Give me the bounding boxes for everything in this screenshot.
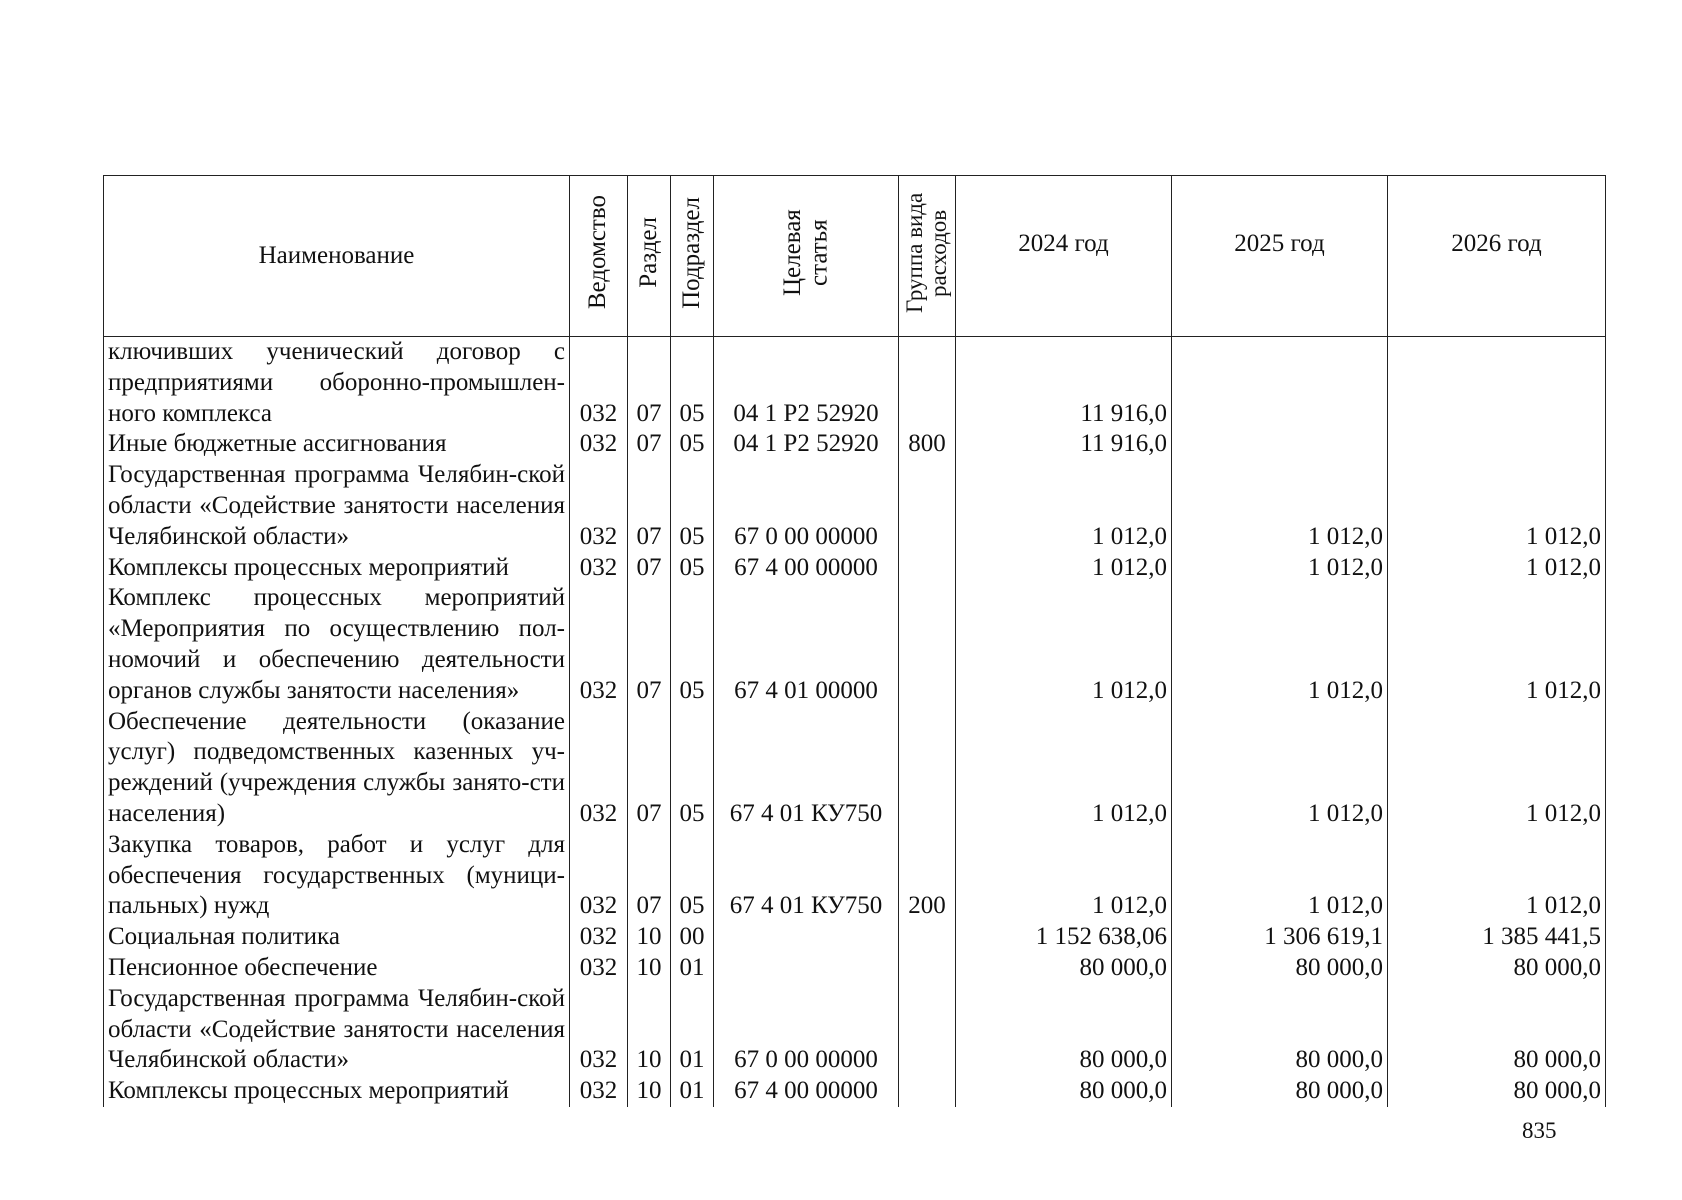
cell-2024: 80 000,0 xyxy=(956,1076,1172,1107)
cell-podrazdel: 05 xyxy=(671,337,714,430)
cell-2024: 1 012,0 xyxy=(956,707,1172,830)
cell-celevaya-statya: 04 1 Р2 52920 xyxy=(714,429,899,460)
header-vedomstvo: Ведомство xyxy=(570,176,628,337)
cell-gruppa-vida-rashodov xyxy=(899,1076,956,1107)
cell-name: Социальная политика xyxy=(104,922,570,953)
cell-celevaya-statya: 67 4 01 КУ750 xyxy=(714,830,899,922)
cell-podrazdel: 01 xyxy=(671,1076,714,1107)
cell-celevaya-statya: 67 0 00 00000 xyxy=(714,460,899,552)
cell-vedomstvo: 032 xyxy=(570,429,628,460)
cell-vedomstvo: 032 xyxy=(570,984,628,1076)
table-row xyxy=(104,922,1606,953)
header-celevaya-statya: Целевая статья xyxy=(714,176,899,337)
cell-name: Обеспечение деятельности (оказание услуг) подведомственных казенных уч-реждений (учреждения службы занято-сти населения) xyxy=(104,707,570,830)
page-number: 835 xyxy=(1522,1118,1557,1143)
cell-2026: 1 012,0 xyxy=(1388,583,1606,706)
table-row xyxy=(104,337,1606,430)
cell-celevaya-statya: 04 1 Р2 52920 xyxy=(714,337,899,430)
cell-2025: 1 012,0 xyxy=(1172,583,1388,706)
cell-2025 xyxy=(1172,337,1388,430)
cell-podrazdel: 05 xyxy=(671,830,714,922)
cell-vedomstvo: 032 xyxy=(570,707,628,830)
cell-podrazdel: 05 xyxy=(671,429,714,460)
table-row xyxy=(104,953,1606,984)
cell-gruppa-vida-rashodov xyxy=(899,337,956,430)
cell-2025: 1 012,0 xyxy=(1172,460,1388,552)
cell-2026: 1 385 441,5 xyxy=(1388,922,1606,953)
cell-gruppa-vida-rashodov: 200 xyxy=(899,830,956,922)
cell-2025: 1 306 619,1 xyxy=(1172,922,1388,953)
cell-2024: 80 000,0 xyxy=(956,984,1172,1076)
cell-2026: 80 000,0 xyxy=(1388,953,1606,984)
cell-celevaya-statya: 67 4 01 КУ750 xyxy=(714,707,899,830)
cell-podrazdel: 00 xyxy=(671,922,714,953)
cell-2026: 80 000,0 xyxy=(1388,1076,1606,1107)
cell-podrazdel: 05 xyxy=(671,460,714,552)
cell-2024: 1 012,0 xyxy=(956,583,1172,706)
cell-2025: 80 000,0 xyxy=(1172,984,1388,1076)
cell-2024: 80 000,0 xyxy=(956,953,1172,984)
cell-celevaya-statya xyxy=(714,922,899,953)
budget-table xyxy=(103,175,1606,1107)
cell-razdel: 07 xyxy=(628,830,671,922)
cell-podrazdel: 05 xyxy=(671,583,714,706)
table-row xyxy=(104,830,1606,922)
cell-2024: 11 916,0 xyxy=(956,429,1172,460)
table-row xyxy=(104,460,1606,552)
cell-celevaya-statya: 67 0 00 00000 xyxy=(714,984,899,1076)
cell-razdel: 07 xyxy=(628,707,671,830)
cell-2025: 80 000,0 xyxy=(1172,953,1388,984)
cell-razdel: 10 xyxy=(628,1076,671,1107)
cell-gruppa-vida-rashodov xyxy=(899,953,956,984)
cell-celevaya-statya xyxy=(714,953,899,984)
cell-2026: 1 012,0 xyxy=(1388,460,1606,552)
cell-gruppa-vida-rashodov xyxy=(899,984,956,1076)
cell-vedomstvo: 032 xyxy=(570,553,628,584)
cell-2024: 1 012,0 xyxy=(956,830,1172,922)
cell-2025: 1 012,0 xyxy=(1172,830,1388,922)
cell-gruppa-vida-rashodov: 800 xyxy=(899,429,956,460)
cell-name: Комплексы процессных мероприятий xyxy=(104,1076,570,1107)
cell-razdel: 07 xyxy=(628,460,671,552)
cell-vedomstvo: 032 xyxy=(570,953,628,984)
cell-razdel: 10 xyxy=(628,984,671,1076)
cell-vedomstvo: 032 xyxy=(570,830,628,922)
table-row xyxy=(104,583,1606,706)
cell-2026: 1 012,0 xyxy=(1388,553,1606,584)
cell-razdel: 07 xyxy=(628,583,671,706)
cell-2024: 1 012,0 xyxy=(956,460,1172,552)
cell-gruppa-vida-rashodov xyxy=(899,553,956,584)
table-row xyxy=(104,984,1606,1076)
cell-2026: 1 012,0 xyxy=(1388,830,1606,922)
cell-2025: 1 012,0 xyxy=(1172,553,1388,584)
cell-name: Пенсионное обеспечение xyxy=(104,953,570,984)
cell-gruppa-vida-rashodov xyxy=(899,922,956,953)
cell-vedomstvo: 032 xyxy=(570,1076,628,1107)
cell-name: Комплекс процессных мероприятий «Мероприятия по осуществлению пол-номочий и обеспечению деятельности органов службы занятости населения» xyxy=(104,583,570,706)
cell-2024: 1 012,0 xyxy=(956,553,1172,584)
cell-2024: 1 152 638,06 xyxy=(956,922,1172,953)
cell-gruppa-vida-rashodov xyxy=(899,460,956,552)
cell-2025: 80 000,0 xyxy=(1172,1076,1388,1107)
cell-gruppa-vida-rashodov xyxy=(899,707,956,830)
cell-2025 xyxy=(1172,429,1388,460)
cell-name: Государственная программа Челябин-ской области «Содействие занятости населения Челябинской области» xyxy=(104,460,570,552)
cell-razdel: 07 xyxy=(628,337,671,430)
table-row xyxy=(104,553,1606,584)
header-2026: 2026 год xyxy=(1388,176,1606,337)
cell-name: Иные бюджетные ассигнования xyxy=(104,429,570,460)
cell-razdel: 07 xyxy=(628,429,671,460)
cell-podrazdel: 05 xyxy=(671,553,714,584)
table-header-row xyxy=(104,176,1606,337)
cell-vedomstvo: 032 xyxy=(570,583,628,706)
cell-vedomstvo: 032 xyxy=(570,460,628,552)
header-2025: 2025 год xyxy=(1172,176,1388,337)
cell-vedomstvo: 032 xyxy=(570,337,628,430)
cell-podrazdel: 05 xyxy=(671,707,714,830)
table-body xyxy=(104,337,1606,1107)
header-podrazdel: Подраздел xyxy=(671,176,714,337)
table-row xyxy=(104,707,1606,830)
cell-vedomstvo: 032 xyxy=(570,922,628,953)
cell-name: Комплексы процессных мероприятий xyxy=(104,553,570,584)
cell-razdel: 10 xyxy=(628,953,671,984)
cell-razdel: 10 xyxy=(628,922,671,953)
cell-2026 xyxy=(1388,337,1606,430)
table-row xyxy=(104,429,1606,460)
cell-podrazdel: 01 xyxy=(671,984,714,1076)
cell-name: Государственная программа Челябин-ской области «Содействие занятости населения Челябинской области» xyxy=(104,984,570,1076)
cell-podrazdel: 01 xyxy=(671,953,714,984)
header-2024: 2024 год xyxy=(956,176,1172,337)
cell-2025: 1 012,0 xyxy=(1172,707,1388,830)
header-gruppa-vida-rashodov: Группа вида расходов xyxy=(899,176,956,337)
cell-celevaya-statya: 67 4 00 00000 xyxy=(714,553,899,584)
cell-gruppa-vida-rashodov xyxy=(899,583,956,706)
cell-2026: 80 000,0 xyxy=(1388,984,1606,1076)
cell-name: Закупка товаров, работ и услуг для обеспечения государственных (муници-пальных) нужд xyxy=(104,830,570,922)
cell-2026: 1 012,0 xyxy=(1388,707,1606,830)
header-razdel: Раздел xyxy=(628,176,671,337)
cell-celevaya-statya: 67 4 01 00000 xyxy=(714,583,899,706)
header-name: Наименование xyxy=(104,176,570,337)
cell-razdel: 07 xyxy=(628,553,671,584)
cell-2026 xyxy=(1388,429,1606,460)
cell-celevaya-statya: 67 4 00 00000 xyxy=(714,1076,899,1107)
cell-2024: 11 916,0 xyxy=(956,337,1172,430)
table-row xyxy=(104,1076,1606,1107)
cell-name: ключивших ученический договор с предприятиями оборонно-промышлен-ного комплекса xyxy=(104,337,570,430)
